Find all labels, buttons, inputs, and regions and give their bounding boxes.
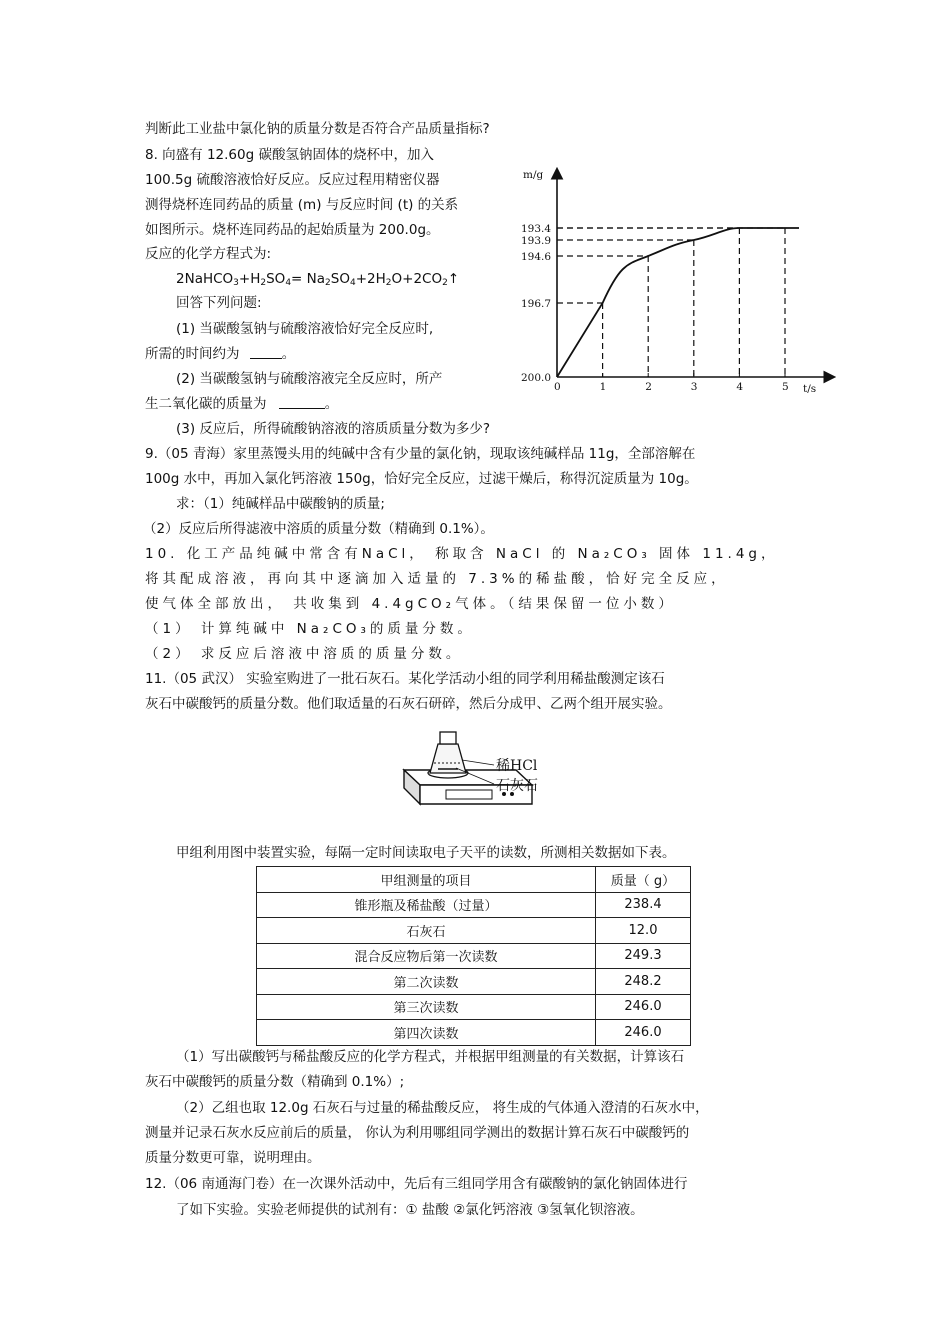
q8-line-3: 测得烧杯连同药品的质量 (m) 与反应时间 (t) 的关系 [145, 197, 459, 213]
q11-line-6: （2）乙组也取 12.0g 石灰石与过量的稀盐酸反应， 将生成的气体通入澄清的石灰水中， [176, 1100, 709, 1116]
label-limestone: 石灰石 [496, 778, 538, 794]
mass-time-chart [515, 160, 845, 400]
table-cell-item: 石灰石 [257, 918, 596, 944]
q8-line-2: 100.5g 硫酸溶液恰好反应。反应过程用精密仪器 [145, 172, 440, 188]
table-row [257, 943, 691, 969]
table-header-mass: 质量（ g） [596, 867, 691, 893]
q8-sub-2: (2) 当碳酸氢钠与硫酸溶液完全反应时，所产 [176, 371, 443, 387]
q11-line-3: 甲组利用图中装置实验，每隔一定时间读取电子天平的读数，所测相关数据如下表。 [176, 845, 676, 861]
table-cell-mass: 12.0 [596, 918, 691, 944]
q10-line-2: 将其配成溶液，再向其中逐滴加入适量的 7.3%的稀盐酸，恰好完全反应， [145, 571, 729, 587]
y-tick-label: 193.9 [521, 235, 552, 247]
q11-line-7: 测量并记录石灰水反应前后的质量， 你认为利用哪组同学测出的数据计算石灰石中碳酸钙的 [145, 1125, 690, 1141]
table-header-item: 甲组测量的项目 [257, 867, 596, 893]
table-cell-item: 第四次读数 [257, 1020, 596, 1046]
x-tick-label: 0 [554, 381, 561, 393]
q11-line-8: 质量分数更可靠，说明理由。 [145, 1150, 321, 1166]
q11-line-1: 11.（05 武汉） 实验室购进了一批石灰石。某化学活动小组的同学利用稀盐酸测定该石 [145, 671, 665, 687]
line-conclusion-question: 判断此工业盐中氯化钠的质量分数是否符合产品质量指标? [145, 121, 490, 137]
q8-line-4: 如图所示。烧杯连同药品的起始质量为 200.0g。 [145, 222, 440, 238]
answer-blank-co2[interactable] [279, 396, 325, 409]
measurement-table [256, 866, 691, 1046]
answer-blank-time[interactable] [250, 346, 282, 359]
table-row [257, 892, 691, 918]
table-cell-mass: 248.2 [596, 969, 691, 995]
x-tick-label: 2 [645, 381, 652, 393]
table-row [257, 918, 691, 944]
table-cell-mass: 246.0 [596, 1020, 691, 1046]
y-axis-label: m/g [523, 169, 544, 181]
q10-line-1: 10. 化工产品纯碱中常含有NaCl， 称取含 NaCl 的 Na₂CO₃ 固体 11.4g， [145, 546, 779, 562]
q11-line-4: （1）写出碳酸钙与稀盐酸反应的化学方程式，并根据甲组测量的有关数据，计算该石 [176, 1049, 685, 1065]
table-cell-mass: 238.4 [596, 892, 691, 918]
q10-line-4: （1） 计算纯碱中 Na₂CO₃的质量分数。 [145, 621, 475, 637]
q9-line-4: （2）反应后所得滤液中溶质的质量分数（精确到 0.1%）。 [143, 521, 494, 537]
q10-line-3: 使气体全部放出， 共收集到 4.4gCO₂气体。（结果保留一位小数） [145, 596, 676, 612]
x-tick-label: 3 [690, 381, 698, 393]
balance-apparatus [394, 730, 559, 828]
q9-line-3: 求：（1）纯碱样品中碳酸钠的质量; [176, 496, 385, 512]
q8-sub-1: (1) 当碳酸氢钠与硫酸溶液恰好完全反应时, [176, 321, 434, 337]
q8-line-1: 8. 向盛有 12.60g 碳酸氢钠固体的烧杯中，加入 [145, 147, 434, 163]
table-header-row [257, 867, 691, 893]
q10-line-5: （2） 求反应后溶液中溶质的质量分数。 [145, 646, 464, 662]
table-cell-item: 混合反应物后第一次读数 [257, 943, 596, 969]
table-cell-mass: 249.3 [596, 943, 691, 969]
scale-display [446, 790, 492, 799]
table-row [257, 1020, 691, 1046]
q9-line-2: 100g 水中，再加入氯化钙溶液 150g，恰好完全反应，过滤干燥后，称得沉淀质量为 10g。 [145, 471, 698, 487]
q8-sub-3: (3) 反应后，所得硫酸钠溶液的溶质质量分数为多少? [176, 421, 491, 437]
q8-sub-1-cont: 所需的时间约为 。 [145, 346, 296, 362]
y-tick-label: 200.0 [521, 372, 552, 384]
q8-sub-2-cont: 生二氧化碳的质量为 。 [145, 396, 339, 412]
y-tick-label: 194.6 [521, 251, 552, 263]
q12-line-1: 12.（06 南通海门卷）在一次课外活动中，先后有三组同学用含有碳酸钠的氯化钠固体进行 [145, 1176, 688, 1192]
table-cell-mass: 246.0 [596, 994, 691, 1020]
q9-line-1: 9.（05 青海）家里蒸馒头用的纯碱中含有少量的氯化钠，现取该纯碱样品 11g，全部溶解在 [145, 446, 696, 462]
mass-curve [557, 228, 799, 377]
x-tick-label: 1 [599, 381, 607, 393]
q12-line-2: 了如下实验。实验老师提供的试剂有：① 盐酸 ②氯化钙溶液 ③氢氧化钡溶液。 [176, 1202, 644, 1218]
y-tick-label: 196.7 [521, 298, 552, 310]
table-cell-item: 锥形瓶及稀盐酸（过量） [257, 892, 596, 918]
x-tick-label: 5 [782, 381, 789, 393]
table-row [257, 969, 691, 995]
label-dilute-hcl: 稀HCl [496, 758, 538, 774]
q11-line-2: 灰石中碳酸钙的质量分数。他们取适量的石灰石研碎，然后分成甲、乙两个组开展实验。 [145, 696, 672, 712]
y-tick-label: 193.4 [521, 223, 552, 235]
table-cell-item: 第三次读数 [257, 994, 596, 1020]
q8-line-answer-prompt: 回答下列问题: [176, 295, 262, 311]
q8-line-5: 反应的化学方程式为: [145, 246, 272, 262]
table-row [257, 994, 691, 1020]
x-axis-label: t/s [803, 383, 817, 395]
table-cell-item: 第二次读数 [257, 969, 596, 995]
x-tick-label: 4 [736, 381, 744, 393]
q11-line-5: 灰石中碳酸钙的质量分数（精确到 0.1%）; [145, 1074, 405, 1090]
reaction-equation: $2NaHCO_3+H_2SO_4=$ $Na_2SO_4+2H_2O+2CO_2↑$ [176, 271, 460, 288]
